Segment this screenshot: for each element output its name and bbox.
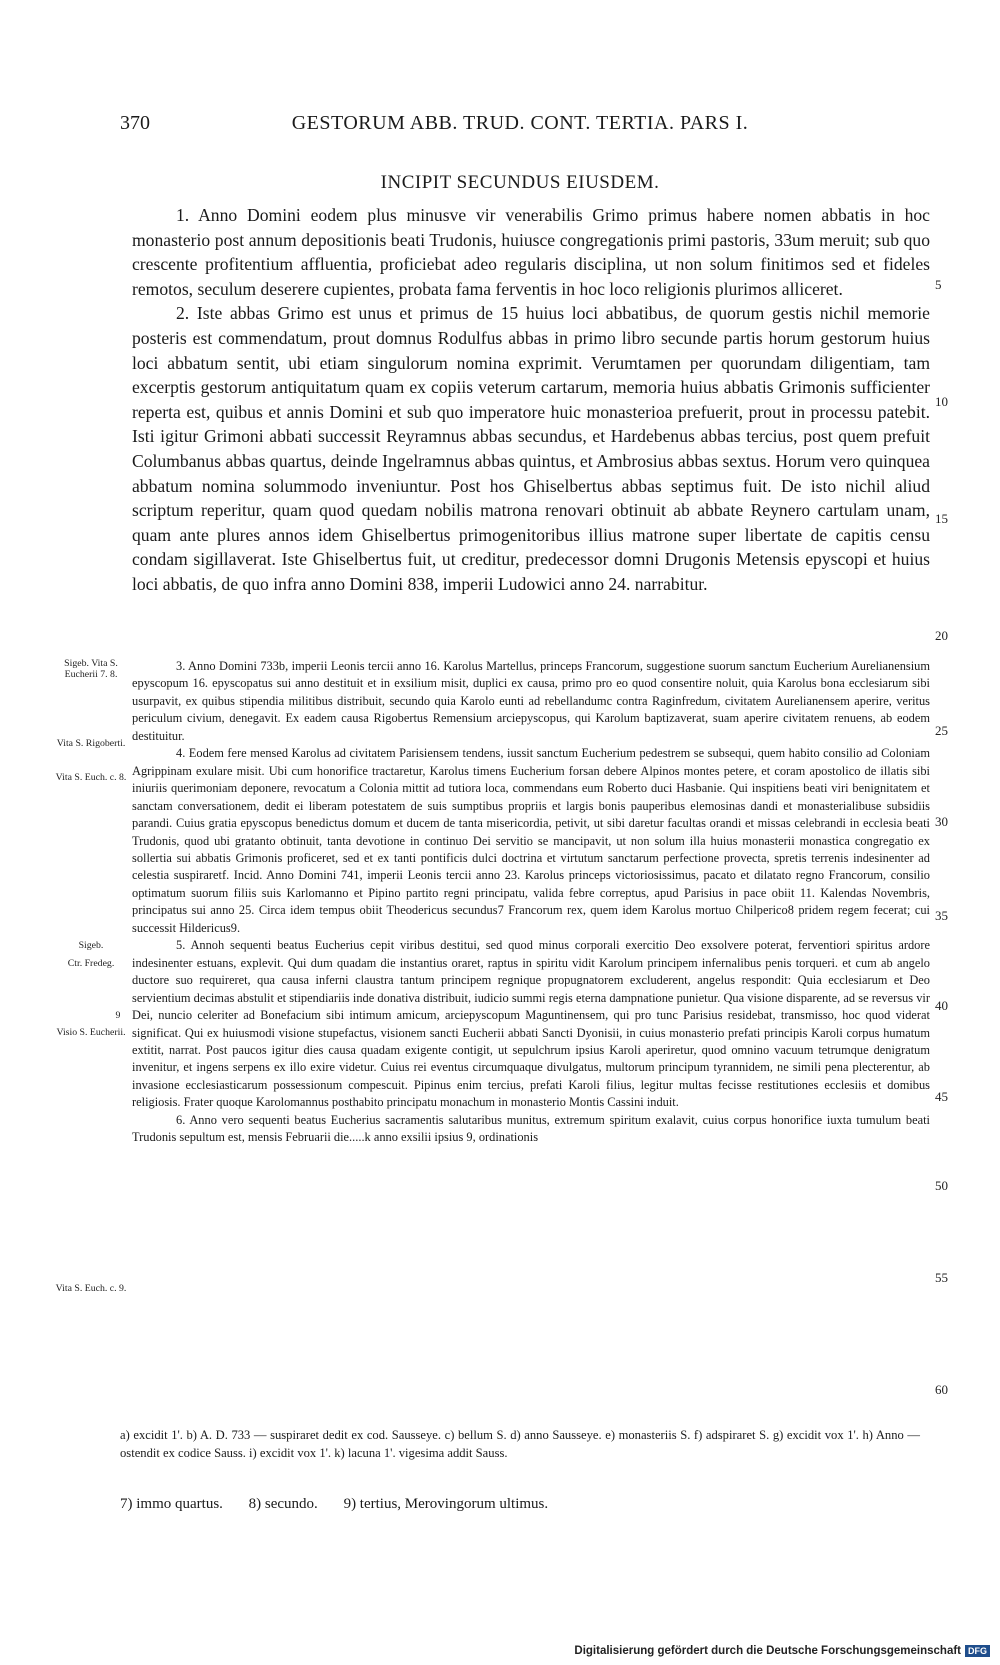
line-number: 30 (935, 814, 948, 829)
sidenote: Sigeb. Vita S. Eucherii 7. 8. (64, 658, 118, 680)
page-header (120, 112, 920, 142)
paragraph-1: 1. Anno Domini eodem plus minusve vir venerabilis Grimo primus habere nomen abbatis in hoc monasterio post annum depositionis beati Trudonis, huiusce congregationis primi pastoris, 33um meruit; sub quo crescente profitentium affluentia, proficiebat adeo regularis disciplina, ut non solum finitimos sed et fideles remotos, seculum deserere cupientes, probata fama ferventis in hoc loco religionis plurimos alliceret. (132, 205, 930, 299)
line-number: 55 (935, 1270, 948, 1285)
note-9: 9) tertius, Merovingorum ultimus. (343, 1496, 549, 1512)
line-number: 10 (935, 394, 948, 409)
running-title: GESTORUM ABB. TRUD. CONT. TERTIA. PARS I. (291, 112, 749, 134)
digitization-credit (574, 1645, 990, 1657)
paragraph-4: 4. Eodem fere mensed Karolus ad civitatem Parisiensem tendens, iussit sanctum Eucherium pedestrem se subsequi, quem habito consilio ad Coloniam Agrippinam exulare misit. Ubi cum honorifice tractaretur, Karolus timens Eucherium forsan debere Alpinos montes petere, et coram apostolico de illatis sibi iniuriis querimoniam deponere, revocatum a Colonia mittit ad tutiora loca, commendans eum Roberto duci Hasbanie. Qui inspitiens beati viri benignitatem et sanctam conversationem, dedit ei liberam potestatem de suis sumptibus propriis et largis bonis pauperibus elemosinas dandi et monasterialibuse subsidiis parandi. Cuius gratia epyscopus benedictus domum et ducem de tanta misericordia, petivit, ut sibi daretur facultas orandi et missas celebrandi in ecclesia beati Trudonis, quod ubi gratanto obtinuit, tanta devotione in continuo Dei servitio se mancipavit, ut non solum illa huius monasterii monastica congregatio ex sollertia sui abbatis Grimonis proficeret, sed et ex tanti pontificis dulci doctrina et virtutum sanctarum perfectione provecta, spretis terrenis indesinenter ad celestia suspiraretf. Incid. Anno Domini 741, imperii Leonis tercii anno 23. Karolus princeps victoriosissimus, pacato et dilatato regno Francorum, consilio optimatum suorum filiis suis Karlomanno et Pipino partito regni principatu, valida febre correptus, apud Parisius in pace obiit 11. Kalendas Novembris, principatus sui anno 25. Circa idem tempus obiit Theodericus secundus7 Francorum rex, quem idem Karolus mortuo Chilperico8 pridem regem fecerat; cui successit Hildericus9. (132, 746, 930, 935)
sidenote: Vita S. Rigoberti. (56, 738, 126, 749)
sidenote: Ctr. Fredeg. (67, 958, 115, 969)
paragraph-3: 3. Anno Domini 733b, imperii Leonis tercii anno 16. Karolus Martellus, princeps Francorum, suggestione suorum sanctum Eucherium Aurelianensium epyscopum 16. epyscopatus sui anno destituit et in exsilium misit, duplici ex causa, primo pro eo quod consentire noluit, quia Karolus bona ecclesiarum sibi usurpavit, ex quibus stipendia militibus distribuit, secundo quia Karolo eunti ad rebellandumc contra Raginfredum, civitatem Aurelianensem aperire, veritus periculum civium, denegavit. Ex eadem causa Rigobertus Remensium arciepyscopus, qui Karolum baptizaverat, suam aperire civitatem renuens, ab eodem destituitur. (132, 659, 930, 743)
line-number: 20 (935, 628, 948, 643)
line-number: 45 (935, 1089, 948, 1104)
line-number: 25 (935, 723, 948, 738)
paragraph-6: 6. Anno vero sequenti beatus Eucherius sacramentis salutaribus munitus, extremum spiritum exalavit, cuius corpus honorifice iuxta tumulum beati Trudonis sepultum est, mensis Februarii die.....k anno exsilii ipsius 9, ordinationis (132, 1112, 930, 1145)
editorial-notes (120, 1496, 920, 1513)
line-number: 60 (935, 1382, 948, 1397)
sidenote: Vita S. Euch. c. 9. (55, 1283, 127, 1294)
small-text (132, 658, 930, 1147)
line-number: 35 (935, 908, 948, 923)
paragraph-2: 2. Iste abbas Grimo est unus et primus de 15 huius loci abbatibus, de quorum gestis nichil memorie posteris est commendatum, prout domnus Rodulfus abbas in primo libro secunde partis horum gestorum huius loci abbatum sentit, ubi etiam singulorum nomina exprimit. Verumtamen per quorundam diligentiam, tam excerptis gestorum antiquitatum quam ex copiis veterum cartarum, memoria huius abbatis Grimonis sufficienter reperta est, quibus et annis Domini et sub quo imperatore huic monasterioa prefuerit, prout in processu patebit. Isti igitur Grimoni abbati successit Reyramnus abbas secundus, et Hardebenus abbas tercius, post quem prefuit Columbanus abbas quartus, deinde Ingelramnus abbas quintus, et Ambrosius abbas sextus. Horum vero quinquea abbatum nomina solummodo inveniuntur. Post hos Ghiselbertus abbas septimus fuit. De isto nichil aliud scriptum reperitur, quam quod quedam nobilis matrona renovari obtinuit ab abbate Reynero cartulam unam, quam ante plures annos idem Ghiselbertus primogenitoribus illius matrone super libertate de capitis censu condam sigillaverat. Iste Ghiselbertus fuit, ut creditur, predecessor domni Drugonis Metensis epyscopi et huius loci abbatis, de quo infra anno Domini 838, imperii Ludowici anno 24. narrabitur. (132, 303, 930, 594)
sidenote: 9 (115, 1010, 121, 1021)
section-title: INCIPIT SECUNDUS EIUSDEM. (380, 172, 660, 193)
line-number: 50 (935, 1178, 948, 1193)
credit-text: Digitalisierung gefördert durch die Deutsche Forschungsgemeinschaft (574, 1645, 961, 1657)
note-7: 7) immo quartus. (120, 1496, 223, 1512)
footnotes: a) excidit 1'. b) A. D. 733 — suspiraret dedit ex cod. Sausseye. c) bellum S. d) anno Sausseye. e) monasteriis S. f) adspiraret S. g) excidit vox 1'. h) Anno — ostendit ex codice Sauss. i) excidit vox 1'. k) lacuna 1'. vigesima addit Sauss. (120, 1428, 920, 1460)
paragraph-5: 5. Annoh sequenti beatus Eucherius cepit viribus destitui, sed quod minus corporali exercitio Deo exsolvere poterat, ferventiori spiritus ardore indesinenter estuans, explevit. Qui dum quadam die instantius oraret, raptus in spiritu vidit Karolum principem infernalibus penis torqueri. et cum ab angelo ductore suo requireret, qua causa inferni claustra tantum principem regnique propugnatorem excluderent, angelus respondit: Quia ecclesiarum et Deo servientium decimas abstulit et stipendiariis inde donativa distribuit, iudicio summi regis eterna dampnatione punietur. Qua visione disparente, ad se reversus vir Dei, nuncio celeriter ad Bonefacium sibi intimum amicum, arciepyscopum Maguntinensem, qui pro tunc Parisius residebat, transmisso, hoc quod viderat significat. Qui ex huiusmodi visione stupefactus, visionem sancti Eucherii abbati Sancti Dyonisii, in cuius monasterio prefati principis Karoli corpus humatum extitit, narrat. Post paucos igitur dies causa quadam exigente contigit, ut sepulchrum ipsius Karoli aperiretur, quod omnino vacuum tetrumque denigratum invenitur, et ingens serpens ex illo exire videtur. Cuius rei eventus circumquaque divulgatus, multorum principum tyrannidem, ne simili pena plecterentur, ab invasione ecclesiasticarum possessionum compescuit. Pipinus enim tercius, prefati Karoli filius, legitur multas fecisse restitutiones ecclesiis et domibus religiosis. Frater quoque Karolomannus posthabito principatu monachum in monasterio Montis Cassini induit. (132, 938, 930, 1110)
note-8: 8) secundo. (248, 1496, 318, 1512)
sidenote: Sigeb. (78, 940, 104, 951)
dfg-logo-icon: DFG (965, 1645, 990, 1657)
line-number: 5 (935, 277, 942, 292)
page-number: 370 (120, 112, 150, 134)
main-text (132, 203, 930, 597)
sidenote: Vita S. Euch. c. 8. (55, 772, 127, 783)
sidenote: Visio S. Eucherii. (56, 1027, 126, 1038)
line-number: 40 (935, 998, 948, 1013)
line-number: 15 (935, 511, 948, 526)
